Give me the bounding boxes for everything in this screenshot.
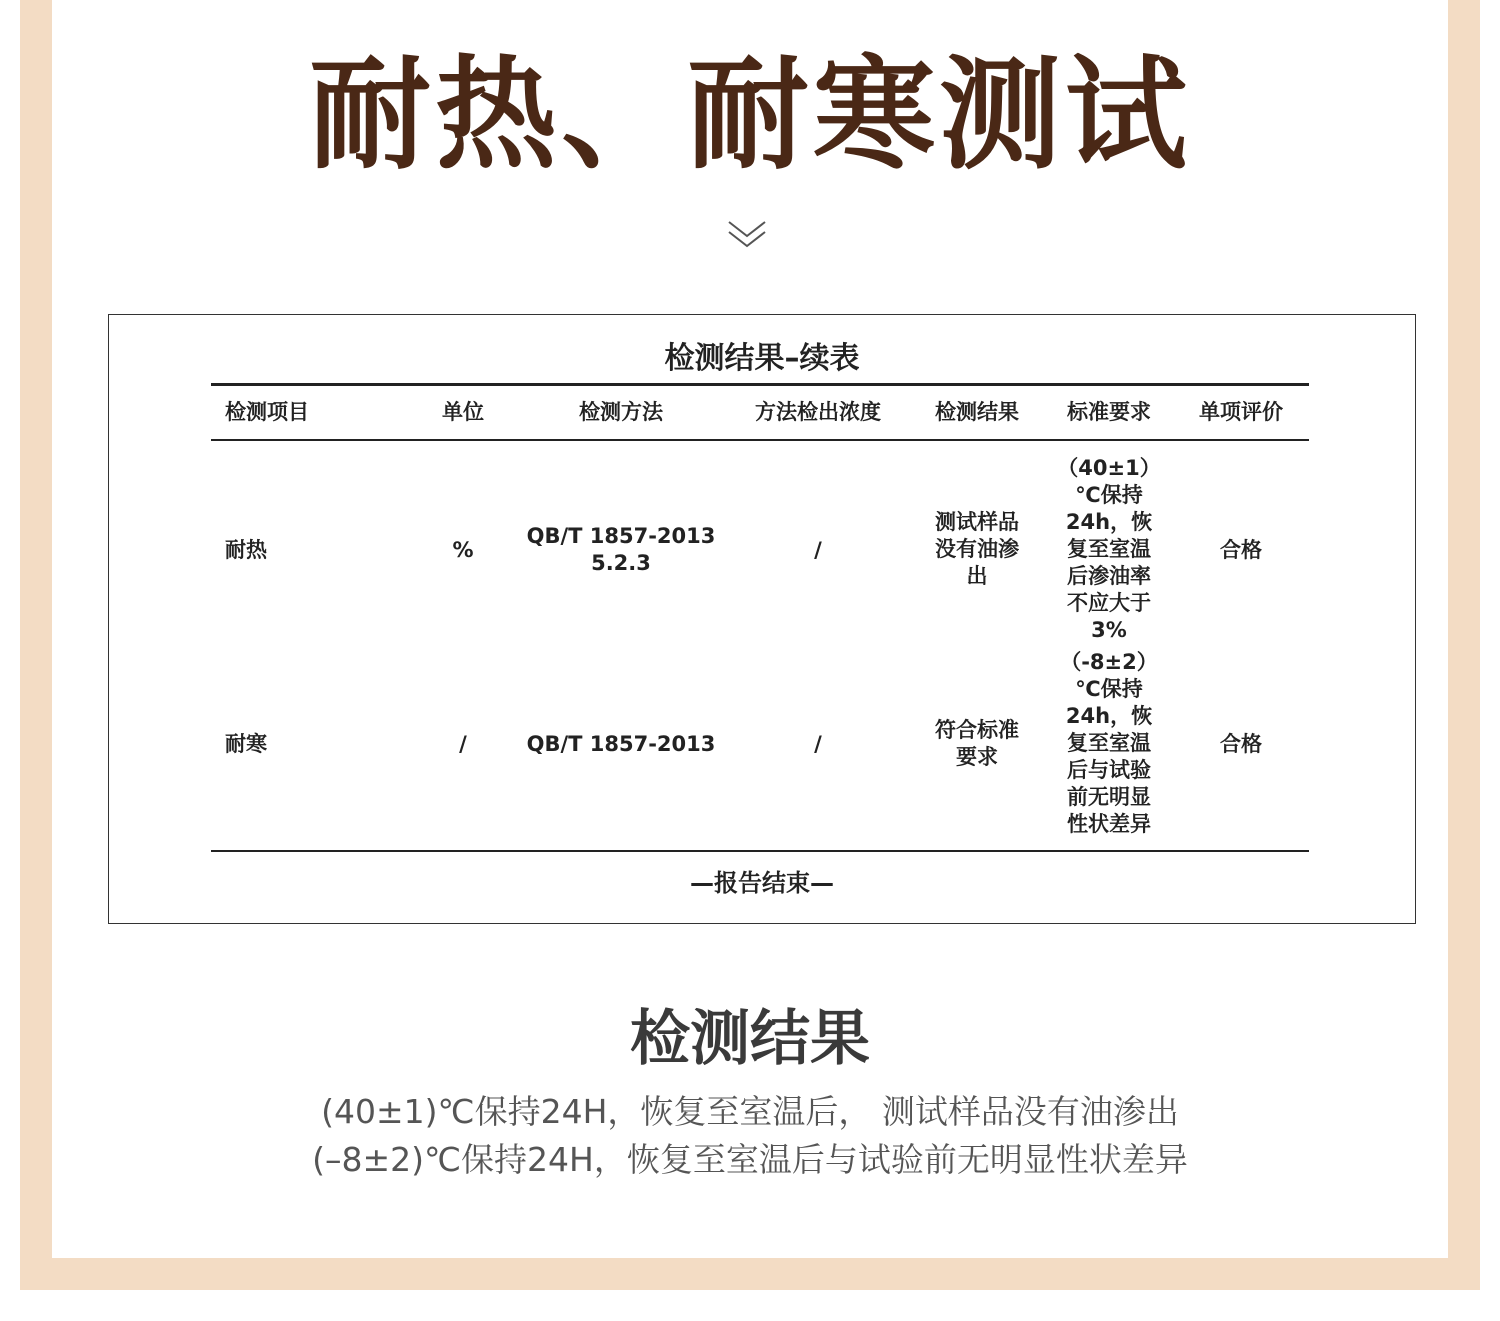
cell-result: 符合标准 要求 [935,718,1019,769]
double-chevron-down-icon [726,216,768,254]
cell-unit: / [459,732,467,756]
report-title: 检测结果–续表 [664,341,860,376]
cell-detection-limit: / [814,732,822,756]
header-result: 检测结果 [935,400,1019,424]
cell-unit: % [452,538,474,562]
cell-item: 耐寒 [225,732,267,756]
header-detection-limit: 方法检出浓度 [755,400,881,424]
table-bottom-rule [211,850,1309,852]
cell-result: 测试样品 没有油渗 出 [935,510,1019,588]
report-end-note: —报告结束— [690,869,834,897]
cell-method: QB/T 1857-2013 [526,732,716,756]
page-headline: 耐热、耐寒测试 [309,44,1191,186]
header-test-item: 检测项目 [225,400,309,424]
header-evaluation: 单项评价 [1199,400,1283,424]
header-unit: 单位 [442,400,484,424]
header-rule [211,439,1309,441]
header-method: 检测方法 [579,400,663,424]
table-top-rule [211,383,1309,386]
cell-evaluation: 合格 [1220,732,1262,756]
cell-method: QB/T 1857-2013 5.2.3 [526,524,716,575]
result-line-heat: (40±1)℃保持24H，恢复至室温后， 测试样品没有油渗出 [321,1092,1179,1131]
result-line-cold: (–8±2)℃保持24H，恢复至室温后与试验前无明显性状差异 [312,1140,1188,1179]
cell-item: 耐热 [225,538,267,562]
test-report-table [108,314,1416,924]
cell-requirement: （-8±2） ℃保持 24h，恢 复至室温 后与试验 前无明显 性状差异 [1060,650,1158,836]
results-heading: 检测结果 [630,1004,870,1074]
header-requirement: 标准要求 [1067,400,1151,424]
cell-evaluation: 合格 [1220,538,1262,562]
cell-requirement: （40±1） ℃保持 24h，恢 复至室温 后渗油率 不应大于 3% [1057,456,1161,642]
cell-detection-limit: / [814,538,822,562]
